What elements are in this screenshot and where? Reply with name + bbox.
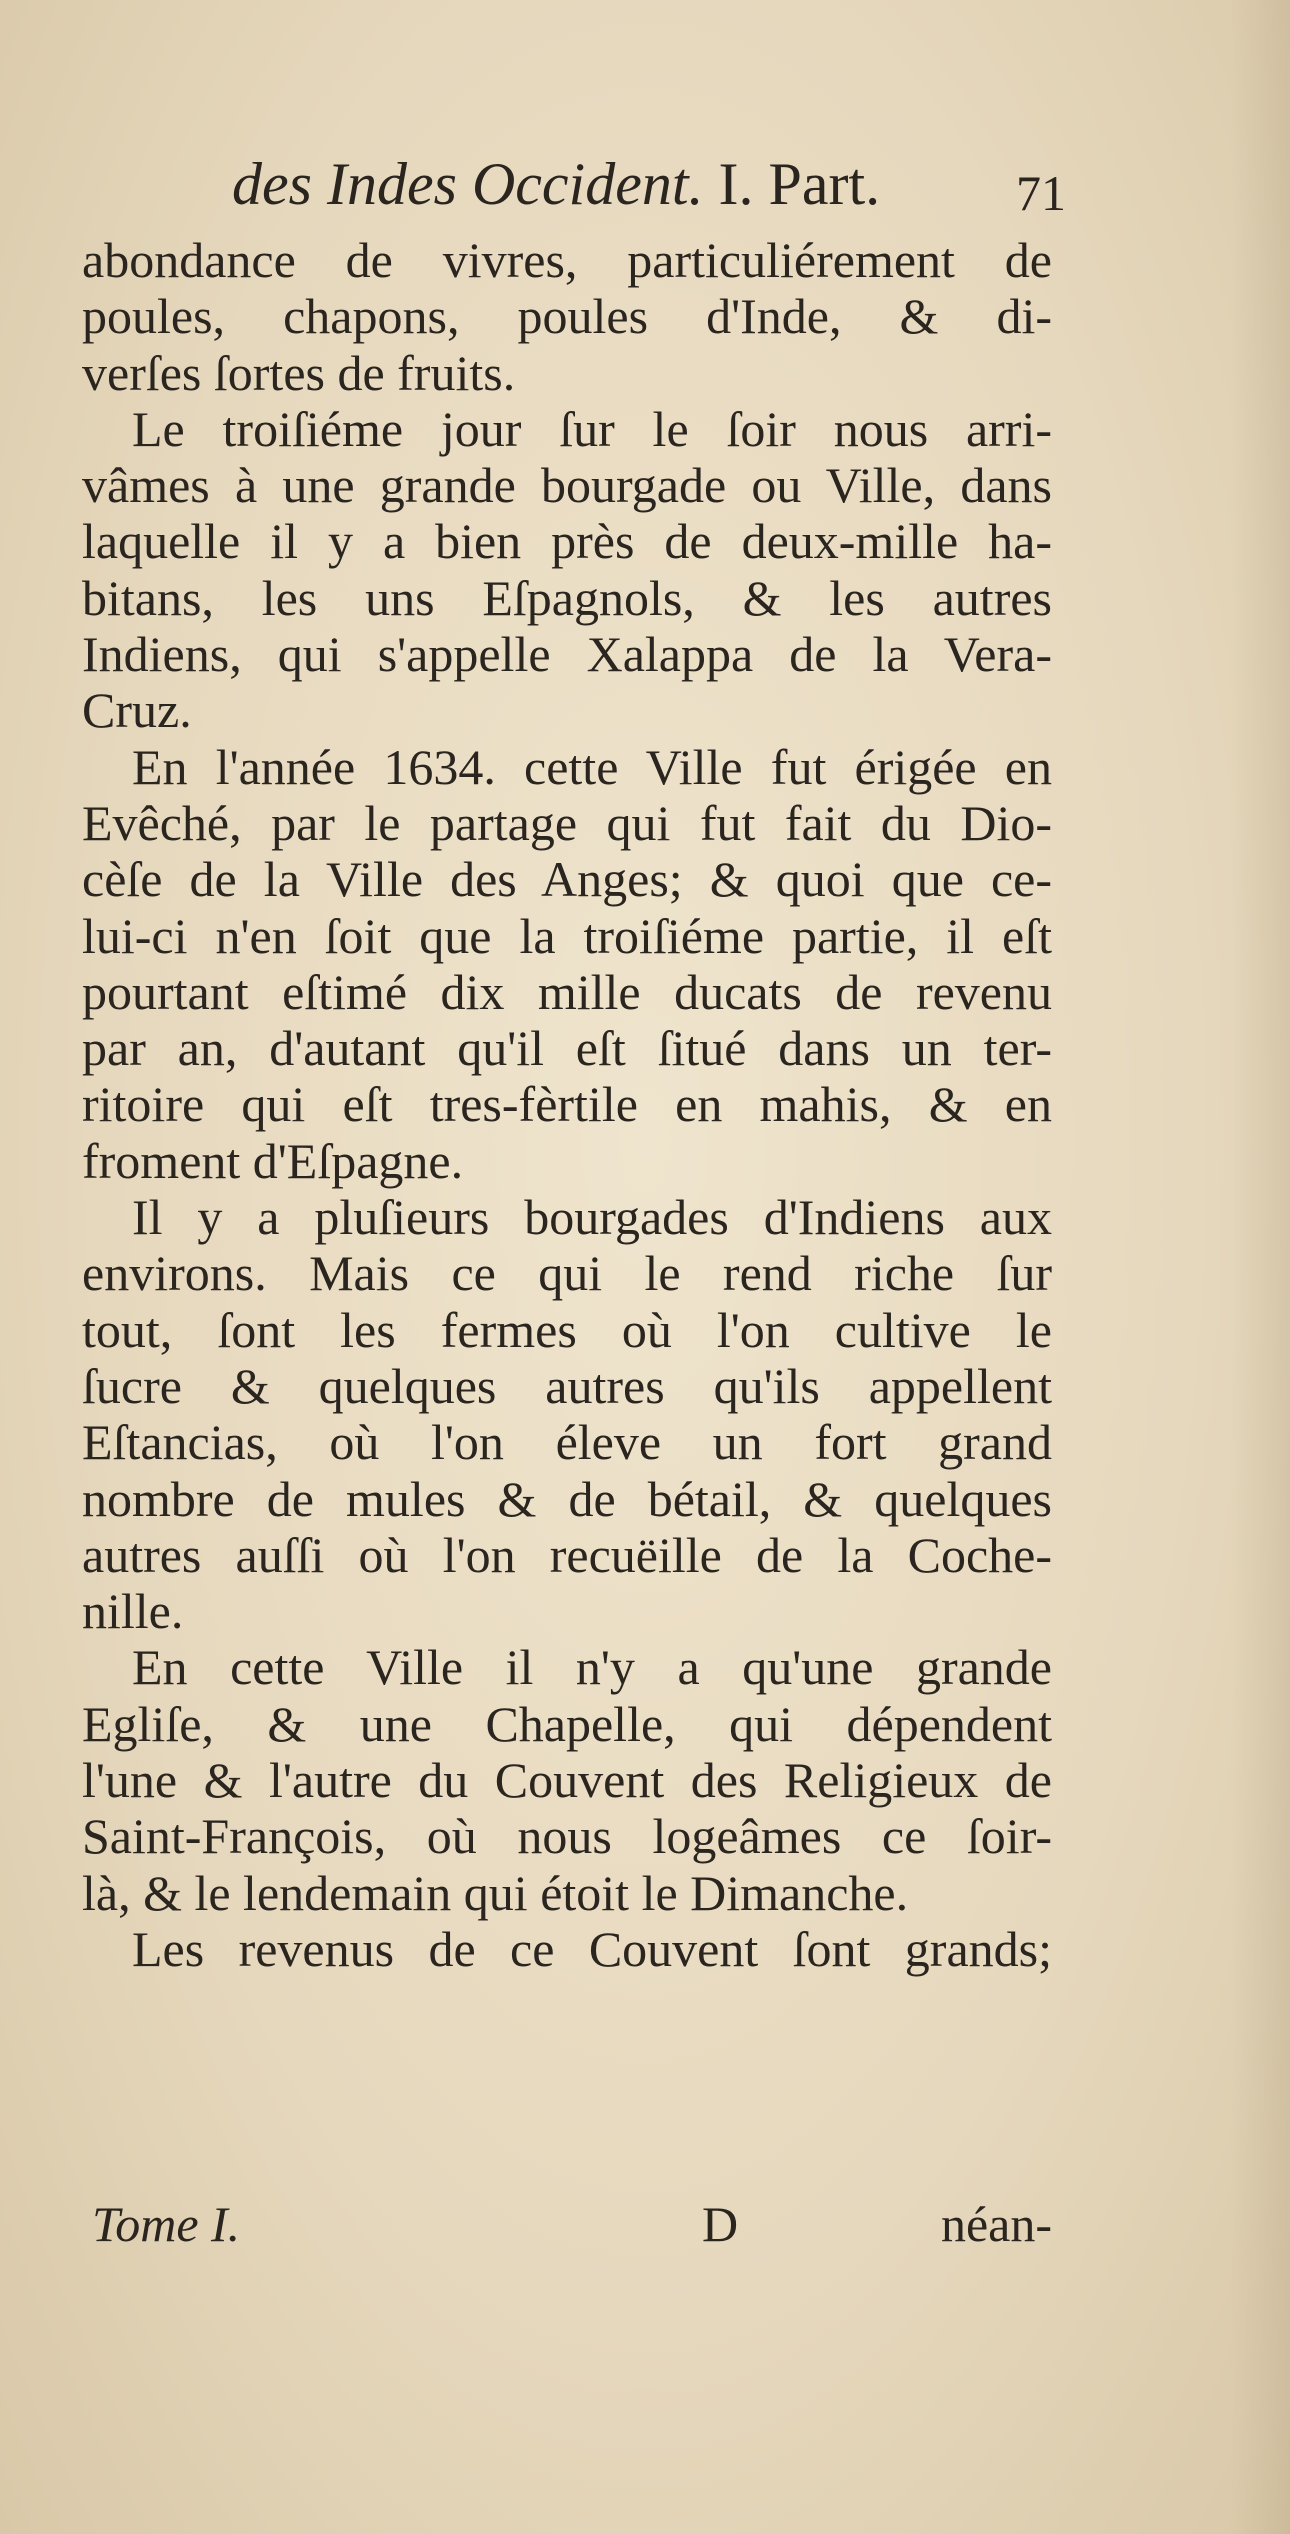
text-line: ritoire qui eſt tres-fèrtile en mahis, & en [82,1076,1052,1133]
running-head [232,150,1072,220]
text-line: laquelle il y a bien près de deux-mille ha- [82,513,1052,570]
text-line: Il y a pluſieurs bourgades d'Indiens aux [132,1189,1052,1246]
text-line: nille. [82,1583,184,1640]
text-line: autres auſſi où l'on recuëille de la Coche- [82,1526,1052,1583]
text-line: Indiens, qui s'appelle Xalappa de la Vera- [82,626,1052,683]
text-line: environs. Mais ce qui le rend riche ſur [82,1245,1052,1302]
text-line: là, & le lendemain qui étoit le Dimanche. [82,1864,909,1921]
text-line: tout, ſont les fermes où l'on cultive le [82,1301,1052,1358]
text-line: Le troiſiéme jour ſur le ſoir nous arri- [132,400,1052,457]
page-footer [92,2195,1052,2255]
body-text [82,232,1052,1977]
text-line: Saint-François, où nous logeâmes ce ſoir- [82,1808,1052,1865]
text-line: pourtant eſtimé dix mille ducats de revenu [82,963,1052,1020]
signature-mark: D [702,2196,739,2252]
page-number: 71 [1016,165,1066,221]
running-head-title [232,150,880,219]
page-edge-shadow [1230,0,1290,2534]
text-line: froment d'Eſpagne. [82,1132,464,1189]
text-line: par an, d'autant qu'il eſt ſitué dans un ter- [82,1020,1052,1077]
text-line: Egliſe, & une Chapelle, qui dépendent [82,1695,1052,1752]
text-line: poules, chapons, poules d'Inde, & di- [82,288,1052,345]
running-head-title-text: des Indes Occident. [232,151,704,217]
text-line: Les revenus de ce Couvent ſont grands; [132,1920,1052,1977]
volume-label: Tome I. [92,2196,241,2252]
text-line: En l'année 1634. cette Ville fut érigée en [132,738,1052,795]
text-line: Cruz. [82,682,192,739]
text-line: nombre de mules & de bétail, & quelques [82,1470,1052,1527]
catchword: néan- [940,2196,1052,2252]
text-line: En cette Ville il n'y a qu'une grande [132,1639,1052,1696]
text-line: bitans, les uns Eſpagnols, & les autres [82,569,1052,626]
text-line: abondance de vivres, particuliérement de [82,232,1052,288]
text-line: lui-ci n'en ſoit que la troiſiéme partie, il eſt [82,907,1052,964]
text-line: Eſtancias, où l'on éleve un fort grand [82,1414,1052,1471]
text-line: cèſe de la Ville des Anges; & quoi que ce- [82,851,1052,908]
text-line: l'une & l'autre du Couvent des Religieux de [82,1752,1052,1809]
running-head-part: I. Part. [718,151,881,217]
text-line: ſucre & quelques autres qu'ils appellent [82,1357,1052,1414]
text-line: vâmes à une grande bourgade ou Ville, dans [82,457,1052,514]
text-line: Evêché, par le partage qui fut fait du Dio- [82,794,1052,851]
text-line: verſes ſortes de fruits. [82,344,516,401]
